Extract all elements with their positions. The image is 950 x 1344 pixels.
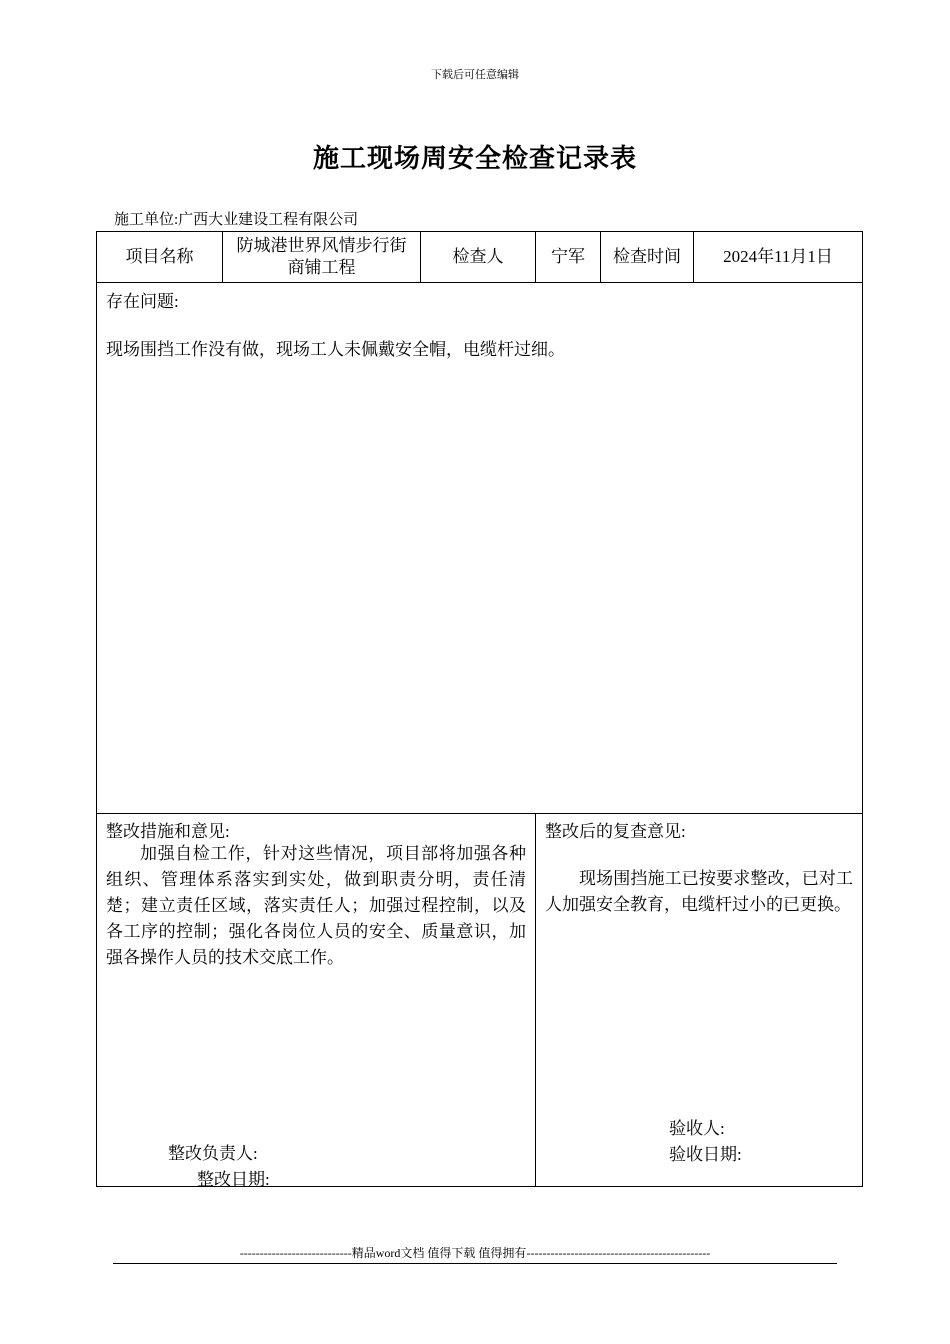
issues-cell (97, 283, 863, 814)
inspection-form-table (96, 231, 863, 1187)
review-date-label: 验收日期: (669, 1145, 742, 1164)
rectification-owner-label: 整改负责人: (168, 1144, 258, 1163)
issues-row (97, 283, 863, 814)
inspection-time-label: 检查时间 (601, 232, 694, 283)
rectification-text: 加强自检工作，针对这些情况，项目部将加强各种组织、管理体系落实到实处，做到职责分明，责任清楚；建立责任区域，落实责任人；加强过程控制，以及各工序的控制；强化各岗位人员的安全、质量意识，加强各操作人员的技术交底工作。 (106, 844, 526, 967)
inspection-time-value: 2024年11月1日 (694, 232, 863, 283)
issues-text: 现场围挡工作没有做，现场工人未佩戴安全帽，电缆杆过细。 (106, 340, 565, 359)
bottom-row (97, 814, 863, 1187)
rectification-label: 整改措施和意见: (106, 822, 230, 841)
rectification-date-label: 整改日期: (197, 1170, 270, 1189)
project-name-value (223, 232, 421, 283)
footer-note: ----------------------------精品word文档 值得下载 值得拥有---------------------------------------------- (239, 1246, 711, 1260)
inspector-value: 宁军 (536, 232, 601, 283)
construction-unit: 施工单位:广西大业建设工程有限公司 (114, 212, 359, 228)
review-label: 整改后的复查意见: (545, 822, 686, 841)
page-title: 施工现场周安全检查记录表 (312, 144, 637, 173)
inspector-label: 检查人 (421, 232, 536, 283)
form-header-row (97, 232, 863, 283)
footer-rule (113, 1263, 837, 1264)
project-name-label: 项目名称 (97, 232, 223, 283)
rectification-cell (97, 814, 536, 1187)
header-note: 下载后可任意编辑 (431, 69, 519, 81)
review-text: 现场围挡施工已按要求整改，已对工人加强安全教育，电缆杆过小的已更换。 (545, 869, 853, 914)
review-cell (536, 814, 863, 1187)
project-name-text: 防城港世界风情步行街商铺工程 (236, 236, 407, 277)
review-acceptor-label: 验收人: (669, 1119, 725, 1138)
issues-label: 存在问题: (106, 292, 179, 311)
